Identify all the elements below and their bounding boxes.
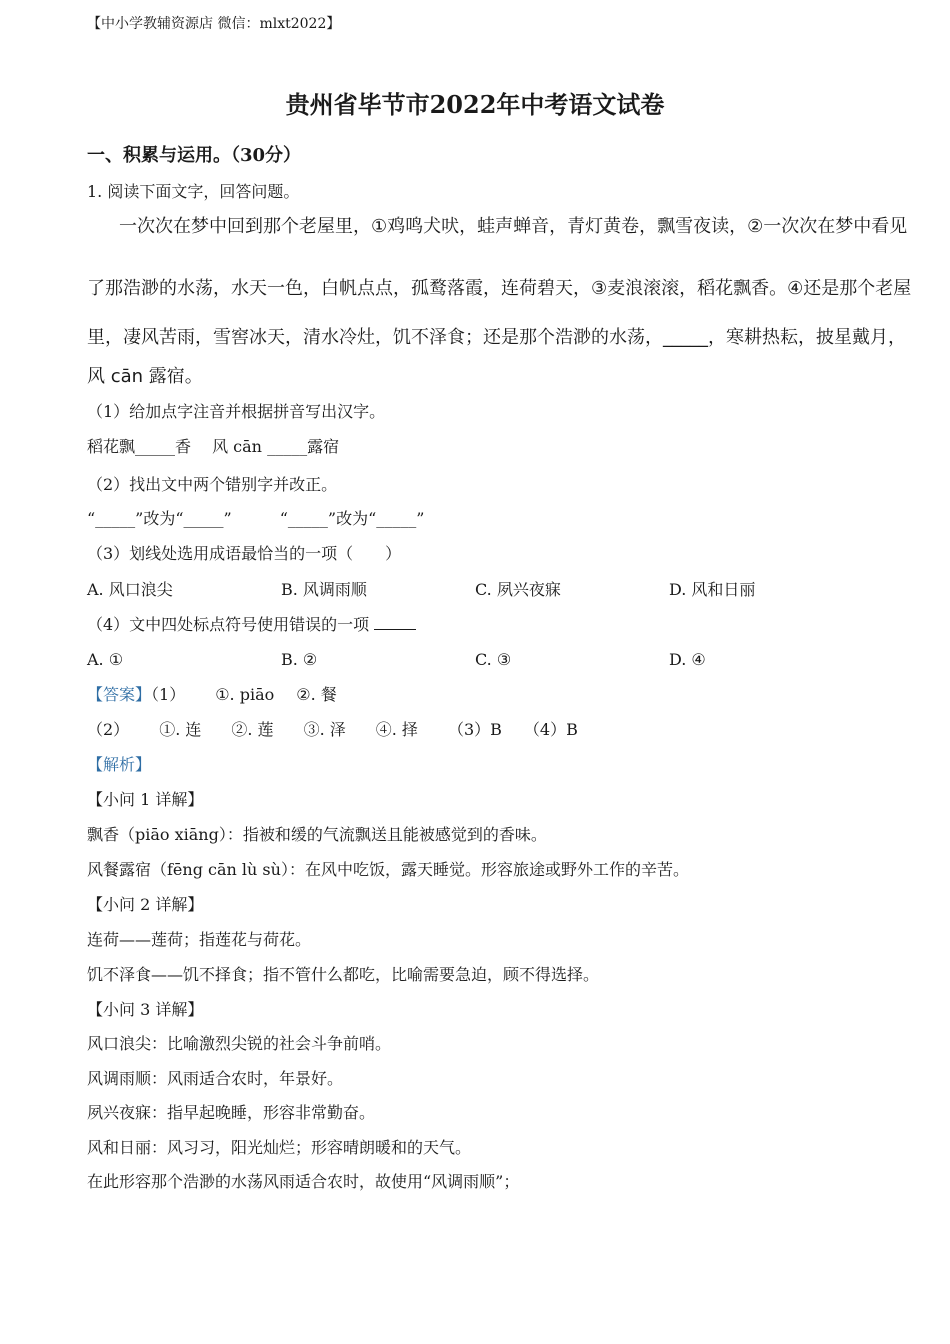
answer-part: （1） — [151, 685, 186, 704]
option-c: C. 夙兴夜寐 — [475, 580, 561, 599]
analysis-line: 飘香（piāo xiāng）：指被和缓的气流飘送且能被感觉到的香味。 — [87, 825, 547, 844]
answer-part: ③. 泽 — [303, 720, 346, 739]
analysis-line: 饥不泽食——饥不择食；指不管什么都吃，比喻需要急迫，顾不得选择。 — [87, 965, 600, 984]
option-c: C. ③ — [475, 650, 512, 669]
analysis-subheading: 【小问 2 详解】 — [87, 895, 204, 914]
option-d: D. 风和日丽 — [669, 580, 756, 599]
option-d: D. ④ — [669, 650, 706, 669]
answer-blank — [374, 615, 416, 630]
section-heading: 一、积累与运用。（30分） — [87, 145, 302, 166]
analysis-line: 风调雨顺：风雨适合农时，年景好。 — [87, 1069, 344, 1088]
option-b: B. ② — [281, 650, 318, 669]
answer-part: ②. 莲 — [231, 720, 274, 739]
analysis-tag: 【解析】 — [87, 755, 152, 774]
passage-line-1: 一次次在梦中回到那个老屋里，①鸡鸣犬吠，蛙声蝉音，青灯黄卷，飘雪夜读，②一次次在梦中看见 — [119, 216, 908, 237]
answer-line-1 — [87, 685, 337, 705]
subquestion-4-text: （4）文中四处标点符号使用错误的一项 — [87, 615, 370, 634]
analysis-line: 连荷——莲荷；指莲花与荷花。 — [87, 930, 312, 949]
analysis-subheading: 【小问 3 详解】 — [87, 1000, 204, 1019]
answer-line-2 — [87, 720, 578, 740]
answer-part: ①. 连 — [159, 720, 202, 739]
subquestion-3: （3）划线处选用成语最恰当的一项（ ） — [87, 544, 402, 563]
option-a: A. 风口浪尖 — [87, 580, 173, 599]
subquestion-1: （1）给加点字注音并根据拼音写出汉字。 — [87, 402, 386, 421]
subquestion-2-blanks: “_____”改为“_____” “_____”改为“_____” — [87, 509, 425, 528]
page-title: 贵州省毕节市2022年中考语文试卷 — [285, 90, 665, 119]
option-a: A. ① — [87, 650, 124, 669]
answer-tag: 【答案】 — [87, 685, 152, 704]
analysis-subheading: 【小问 1 详解】 — [87, 790, 204, 809]
answer-part: ④. 择 — [375, 720, 418, 739]
passage-line-3: 里，凄风苦雨，雪窖冰天，清水冷灶，饥不泽食；还是那个浩渺的水荡，_____，寒耕热耘，披星戴月， — [87, 327, 906, 348]
answer-part: （2） — [87, 720, 130, 739]
option-b: B. 风调雨顺 — [281, 580, 367, 599]
analysis-line: 夙兴夜寐：指早起晚睡，形容非常勤奋。 — [87, 1103, 376, 1122]
passage-line-2: 了那浩渺的水荡，水天一色，白帆点点，孤鹜落霞，连荷碧天，③麦浪滚滚，稻花飘香。④还是那个老屋 — [87, 278, 912, 299]
answer-part: ②. 餐 — [296, 685, 337, 704]
header-store-info: 【中小学教辅资源店 微信：mlxt2022】 — [87, 16, 341, 32]
answer-part: ①. piāo — [215, 685, 275, 704]
analysis-line: 在此形容那个浩渺的水荡风雨适合农时，故使用“风调雨顺”； — [87, 1172, 520, 1191]
passage-line-4: 风 cān 露宿。 — [87, 366, 203, 387]
analysis-line: 风口浪尖：比喻激烈尖锐的社会斗争前哨。 — [87, 1034, 392, 1053]
subquestion-1-blanks: 稻花飘_____香 风 cān _____露宿 — [87, 437, 340, 456]
answer-part: （4）B — [523, 720, 578, 739]
subquestion-2: （2）找出文中两个错别字并改正。 — [87, 475, 338, 494]
subquestion-4 — [87, 615, 416, 635]
analysis-line: 风餐露宿（fēng cān lù sù）：在风中吃饭，露天睡觉。形容旅途或野外工作的辛苦。 — [87, 860, 689, 879]
question-stem: 1. 阅读下面文字，回答问题。 — [87, 182, 300, 201]
analysis-line: 风和日丽：风习习，阳光灿烂；形容晴朗暖和的天气。 — [87, 1138, 472, 1157]
answer-part: （3）B — [447, 720, 502, 739]
